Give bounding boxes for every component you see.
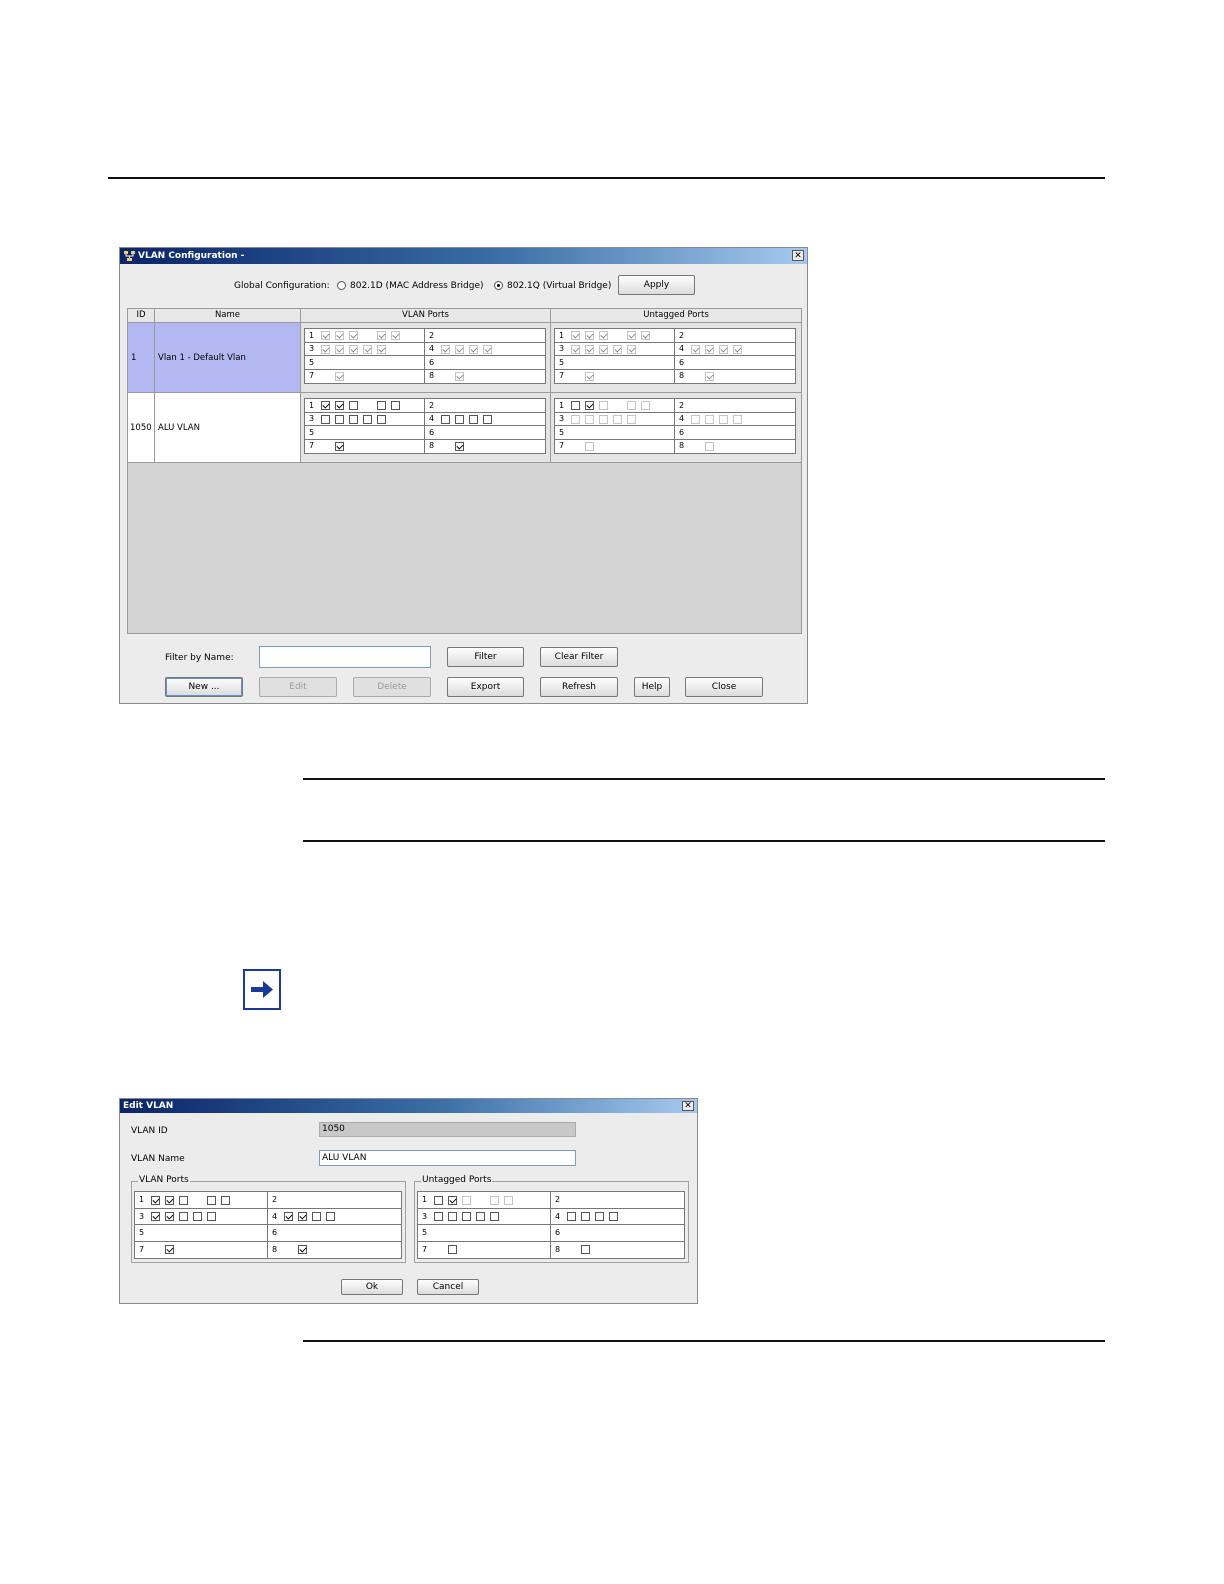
port-slot-number: 5 xyxy=(309,357,315,367)
port-checkbox[interactable] xyxy=(207,1212,216,1221)
port-checkbox[interactable] xyxy=(326,1212,335,1221)
port-row xyxy=(135,1209,401,1226)
column-header-untagged-ports[interactable]: Untagged Ports xyxy=(551,309,802,323)
port-checkbox[interactable] xyxy=(349,331,358,340)
port-slot-number: 6 xyxy=(429,427,435,437)
export-button[interactable]: Export xyxy=(447,677,524,697)
port-row xyxy=(418,1192,684,1209)
port-checkbox[interactable] xyxy=(571,331,580,340)
port-row xyxy=(418,1242,684,1259)
port-slot-number: 1 xyxy=(139,1195,145,1205)
help-button[interactable]: Help xyxy=(634,677,670,697)
port-checkbox[interactable] xyxy=(377,401,386,410)
port-row xyxy=(135,1192,401,1209)
port-slot-number: 8 xyxy=(555,1244,561,1254)
port-slot-number: 4 xyxy=(555,1211,561,1221)
dialog-titlebar xyxy=(120,1099,697,1113)
port-row xyxy=(305,426,545,440)
row-name: Vlan 1 - Default Vlan xyxy=(158,353,246,363)
port-slot-number: 8 xyxy=(429,371,435,381)
port-checkbox[interactable] xyxy=(567,1212,576,1221)
port-slot-number: 3 xyxy=(309,344,315,354)
port-checkbox[interactable] xyxy=(581,1245,590,1254)
port-checkbox[interactable] xyxy=(321,345,330,354)
port-checkbox[interactable] xyxy=(455,415,464,424)
row-name: ALU VLAN xyxy=(158,423,200,433)
port-row xyxy=(555,426,795,440)
table-row-name-cell[interactable] xyxy=(155,393,301,463)
port-slot-number: 2 xyxy=(555,1195,561,1205)
port-checkbox[interactable] xyxy=(298,1245,307,1254)
port-checkbox[interactable] xyxy=(719,415,728,424)
port-checkbox[interactable] xyxy=(151,1212,160,1221)
port-checkbox[interactable] xyxy=(733,415,742,424)
port-slot-number: 8 xyxy=(679,441,685,451)
port-grid xyxy=(554,398,796,454)
port-slot-number: 7 xyxy=(422,1244,428,1254)
port-checkbox[interactable] xyxy=(599,401,608,410)
port-checkbox[interactable] xyxy=(349,415,358,424)
port-checkbox[interactable] xyxy=(377,345,386,354)
port-checkbox[interactable] xyxy=(483,345,492,354)
vlan-configuration-window xyxy=(119,247,808,704)
note-rule-bottom xyxy=(303,840,1105,842)
port-slot-number: 6 xyxy=(679,357,685,367)
port-slot-number: 7 xyxy=(559,371,565,381)
port-checkbox[interactable] xyxy=(585,345,594,354)
port-slot-number: 2 xyxy=(429,400,435,410)
port-slot-number: 7 xyxy=(309,371,315,381)
port-checkbox[interactable] xyxy=(434,1212,443,1221)
table-row-id-cell[interactable] xyxy=(128,323,155,393)
port-checkbox[interactable] xyxy=(581,1212,590,1221)
port-grid xyxy=(134,1191,402,1259)
port-checkbox[interactable] xyxy=(165,1212,174,1221)
untagged-ports-group-label: Untagged Ports xyxy=(422,1175,492,1185)
port-row xyxy=(555,356,795,370)
port-slot-number: 3 xyxy=(309,414,315,424)
port-slot-number: 8 xyxy=(272,1244,278,1254)
port-checkbox[interactable] xyxy=(733,345,742,354)
port-checkbox[interactable] xyxy=(335,401,344,410)
port-checkbox[interactable] xyxy=(462,1196,471,1205)
port-checkbox[interactable] xyxy=(441,345,450,354)
row-id: 1050 xyxy=(130,423,152,433)
bottom-rule xyxy=(303,1340,1105,1342)
filter-name-input[interactable] xyxy=(259,646,431,668)
filter-button[interactable]: Filter xyxy=(447,647,524,667)
port-slot-number: 5 xyxy=(559,357,565,367)
vlan-id-label: VLAN ID xyxy=(131,1126,168,1136)
radio-8021q-label: 802.1Q (Virtual Bridge) xyxy=(507,281,612,291)
port-checkbox[interactable] xyxy=(599,331,608,340)
port-grid xyxy=(304,328,546,384)
port-checkbox[interactable] xyxy=(462,1212,471,1221)
port-row xyxy=(135,1242,401,1259)
port-checkbox[interactable] xyxy=(641,331,650,340)
port-grid xyxy=(417,1191,685,1259)
port-slot-number: 8 xyxy=(429,441,435,451)
vlan-name-label: VLAN Name xyxy=(131,1154,185,1164)
port-slot-number: 3 xyxy=(139,1211,145,1221)
port-checkbox[interactable] xyxy=(585,331,594,340)
port-checkbox[interactable] xyxy=(321,415,330,424)
port-checkbox[interactable] xyxy=(627,401,636,410)
port-checkbox[interactable] xyxy=(705,442,714,451)
port-checkbox[interactable] xyxy=(363,345,372,354)
column-header-id[interactable]: ID xyxy=(128,309,155,323)
port-slot-number: 2 xyxy=(272,1195,278,1205)
port-checkbox[interactable] xyxy=(221,1196,230,1205)
port-checkbox[interactable] xyxy=(599,415,608,424)
port-checkbox[interactable] xyxy=(165,1196,174,1205)
right-arrow-icon xyxy=(243,969,281,1010)
port-checkbox[interactable] xyxy=(335,442,344,451)
port-checkbox[interactable] xyxy=(571,401,580,410)
radio-8021d-label: 802.1D (MAC Address Bridge) xyxy=(350,281,484,291)
port-checkbox[interactable] xyxy=(585,372,594,381)
port-checkbox[interactable] xyxy=(363,415,372,424)
port-slot-number: 6 xyxy=(429,357,435,367)
port-checkbox[interactable] xyxy=(335,345,344,354)
port-checkbox[interactable] xyxy=(321,401,330,410)
window-titlebar xyxy=(120,248,807,264)
port-checkbox[interactable] xyxy=(391,401,400,410)
port-checkbox[interactable] xyxy=(349,345,358,354)
radio-8021q[interactable] xyxy=(494,281,503,290)
port-slot-number: 4 xyxy=(679,344,685,354)
port-row xyxy=(305,356,545,370)
table-row-name-cell[interactable] xyxy=(155,323,301,393)
window-title: VLAN Configuration - xyxy=(138,251,245,261)
edit-vlan-dialog xyxy=(119,1098,698,1304)
port-slot-number: 4 xyxy=(429,414,435,424)
port-checkbox[interactable] xyxy=(627,345,636,354)
new-button[interactable]: New ... xyxy=(165,677,243,697)
filter-by-name-label: Filter by Name: xyxy=(165,653,234,663)
port-checkbox[interactable] xyxy=(391,331,400,340)
port-checkbox[interactable] xyxy=(335,372,344,381)
vlan-ports-group-label: VLAN Ports xyxy=(139,1175,189,1185)
table-row-id-cell[interactable] xyxy=(128,393,155,463)
clear-filter-button[interactable]: Clear Filter xyxy=(540,647,618,667)
port-grid xyxy=(554,328,796,384)
port-checkbox[interactable] xyxy=(585,415,594,424)
port-checkbox[interactable] xyxy=(448,1245,457,1254)
port-slot-number: 3 xyxy=(422,1211,428,1221)
close-button[interactable]: Close xyxy=(685,677,763,697)
port-row xyxy=(418,1225,684,1242)
port-slot-number: 1 xyxy=(309,330,315,340)
port-checkbox[interactable] xyxy=(585,401,594,410)
port-checkbox[interactable] xyxy=(455,345,464,354)
port-checkbox[interactable] xyxy=(335,415,344,424)
port-checkbox[interactable] xyxy=(441,415,450,424)
port-slot-number: 6 xyxy=(679,427,685,437)
vlan-id-field: 1050 xyxy=(319,1122,576,1137)
port-checkbox[interactable] xyxy=(627,331,636,340)
port-checkbox[interactable] xyxy=(377,331,386,340)
port-checkbox[interactable] xyxy=(335,331,344,340)
port-slot-number: 7 xyxy=(139,1244,145,1254)
port-checkbox[interactable] xyxy=(599,345,608,354)
refresh-button[interactable]: Refresh xyxy=(540,677,618,697)
port-checkbox[interactable] xyxy=(705,415,714,424)
port-row xyxy=(418,1209,684,1226)
port-slot-number: 6 xyxy=(555,1228,561,1238)
port-grid xyxy=(304,398,546,454)
port-checkbox[interactable] xyxy=(476,1212,485,1221)
port-checkbox[interactable] xyxy=(434,1196,443,1205)
port-checkbox[interactable] xyxy=(312,1212,321,1221)
port-checkbox[interactable] xyxy=(455,372,464,381)
port-checkbox[interactable] xyxy=(455,442,464,451)
port-checkbox[interactable] xyxy=(504,1196,513,1205)
note-rule-top xyxy=(303,778,1105,780)
edit-button[interactable]: Edit xyxy=(259,677,337,697)
port-checkbox[interactable] xyxy=(207,1196,216,1205)
port-slot-number: 8 xyxy=(679,371,685,381)
port-checkbox[interactable] xyxy=(613,415,622,424)
port-checkbox[interactable] xyxy=(705,345,714,354)
port-checkbox[interactable] xyxy=(691,415,700,424)
close-icon[interactable]: ✕ xyxy=(682,1101,694,1111)
port-slot-number: 1 xyxy=(422,1195,428,1205)
port-checkbox[interactable] xyxy=(377,415,386,424)
vlan-table xyxy=(127,308,802,634)
port-checkbox[interactable] xyxy=(179,1212,188,1221)
port-checkbox[interactable] xyxy=(613,345,622,354)
port-checkbox[interactable] xyxy=(321,331,330,340)
port-checkbox[interactable] xyxy=(284,1212,293,1221)
port-slot-number: 4 xyxy=(429,344,435,354)
port-checkbox[interactable] xyxy=(448,1212,457,1221)
port-checkbox[interactable] xyxy=(193,1212,202,1221)
port-checkbox[interactable] xyxy=(691,345,700,354)
port-checkbox[interactable] xyxy=(719,345,728,354)
port-checkbox[interactable] xyxy=(298,1212,307,1221)
port-checkbox[interactable] xyxy=(705,372,714,381)
vlan-name-input[interactable]: ALU VLAN xyxy=(319,1150,576,1166)
port-checkbox[interactable] xyxy=(571,345,580,354)
port-checkbox[interactable] xyxy=(595,1212,604,1221)
port-slot-number: 5 xyxy=(559,427,565,437)
column-header-name[interactable]: Name xyxy=(155,309,301,323)
port-checkbox[interactable] xyxy=(165,1245,174,1254)
port-checkbox[interactable] xyxy=(627,415,636,424)
cancel-button[interactable]: Cancel xyxy=(417,1279,479,1295)
port-slot-number: 4 xyxy=(272,1211,278,1221)
port-checkbox[interactable] xyxy=(490,1196,499,1205)
port-checkbox[interactable] xyxy=(151,1196,160,1205)
port-checkbox[interactable] xyxy=(179,1196,188,1205)
port-checkbox[interactable] xyxy=(448,1196,457,1205)
port-slot-number: 6 xyxy=(272,1228,278,1238)
port-slot-number: 7 xyxy=(559,441,565,451)
port-slot-number: 3 xyxy=(559,344,565,354)
port-slot-number: 2 xyxy=(679,330,685,340)
port-checkbox[interactable] xyxy=(609,1212,618,1221)
dialog-title: Edit VLAN xyxy=(123,1101,174,1111)
radio-8021d[interactable] xyxy=(337,281,346,290)
row-id: 1 xyxy=(131,353,137,363)
port-checkbox[interactable] xyxy=(641,401,650,410)
port-slot-number: 4 xyxy=(679,414,685,424)
port-slot-number: 7 xyxy=(309,441,315,451)
port-checkbox[interactable] xyxy=(469,345,478,354)
delete-button[interactable]: Delete xyxy=(353,677,431,697)
port-checkbox[interactable] xyxy=(483,415,492,424)
port-slot-number: 1 xyxy=(559,330,565,340)
port-slot-number: 2 xyxy=(679,400,685,410)
port-checkbox[interactable] xyxy=(585,442,594,451)
port-checkbox[interactable] xyxy=(571,415,580,424)
global-configuration-label: Global Configuration: xyxy=(234,281,330,291)
arrow-glyph xyxy=(245,971,279,1008)
top-rule xyxy=(108,177,1105,179)
port-slot-number: 1 xyxy=(559,400,565,410)
port-slot-number: 5 xyxy=(309,427,315,437)
port-slot-number: 5 xyxy=(139,1228,145,1238)
network-icon xyxy=(124,251,135,261)
port-checkbox[interactable] xyxy=(490,1212,499,1221)
ok-button[interactable]: Ok xyxy=(341,1279,403,1295)
apply-button[interactable]: Apply xyxy=(618,275,695,295)
port-slot-number: 3 xyxy=(559,414,565,424)
close-icon[interactable]: ✕ xyxy=(792,250,804,261)
port-slot-number: 5 xyxy=(422,1228,428,1238)
port-checkbox[interactable] xyxy=(349,401,358,410)
port-checkbox[interactable] xyxy=(469,415,478,424)
column-header-vlan-ports[interactable]: VLAN Ports xyxy=(301,309,551,323)
port-slot-number: 2 xyxy=(429,330,435,340)
port-slot-number: 1 xyxy=(309,400,315,410)
port-row xyxy=(135,1225,401,1242)
